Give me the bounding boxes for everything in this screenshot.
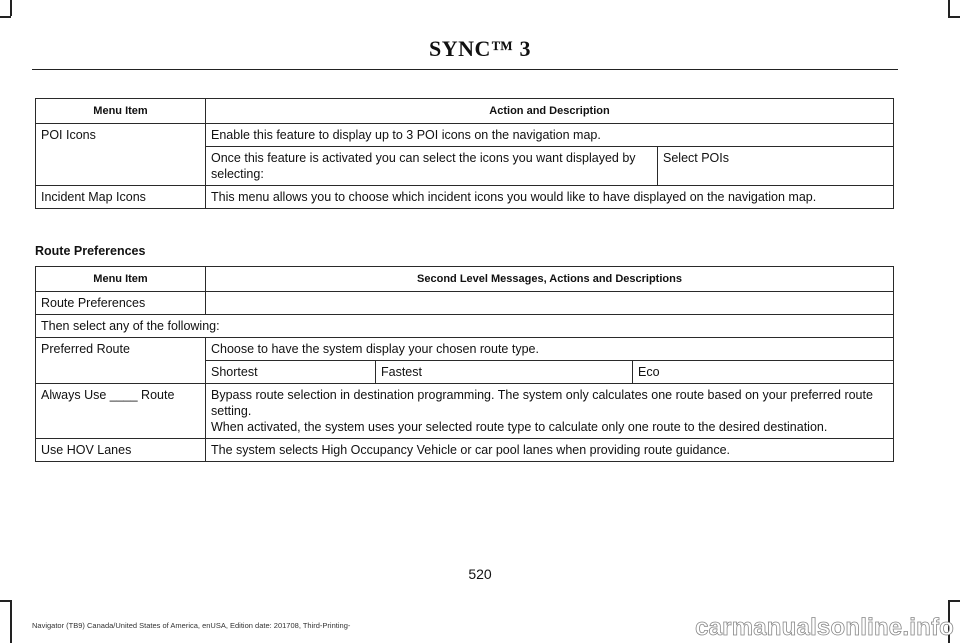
- menu-table-route-preferences: [35, 266, 894, 462]
- description-poi-icons: Enable this feature to display up to 3 POI icons on the navigation map.: [206, 124, 894, 147]
- crop-mark-bottom-left-vertical: [10, 600, 12, 643]
- menu-item-poi-icons: POI Icons: [36, 124, 206, 186]
- column-header-menu-item: Menu Item: [36, 99, 206, 124]
- menu-table-navigation: [35, 98, 894, 209]
- menu-item-use-hov-lanes: Use HOV Lanes: [36, 439, 206, 462]
- watermark: carmanualsonline.info: [695, 614, 954, 641]
- menu-item-always-use-route: Always Use ____ Route: [36, 384, 206, 439]
- table-row: [36, 315, 894, 338]
- description-preferred-route: Choose to have the system display your chosen route type.: [206, 338, 894, 361]
- description-always-use-route-part-2: When activated, the system uses your selected route type to calculate only one route to the desired destination.: [211, 420, 828, 434]
- table-row: [36, 292, 894, 315]
- page-title: SYNC™ 3: [429, 36, 531, 61]
- section-heading-route-preferences: Route Preferences: [35, 244, 146, 258]
- table-row: [36, 439, 894, 462]
- table-row: [36, 338, 894, 361]
- option-shortest: Shortest: [206, 361, 376, 384]
- crop-mark-top-right-horizontal: [948, 16, 960, 18]
- crop-mark-top-right-vertical: [948, 0, 950, 16]
- sub-action-select-pois: Select POIs: [658, 147, 894, 186]
- menu-item-incident-map-icons: Incident Map Icons: [36, 186, 206, 209]
- edition-note: Navigator (TB9) Canada/United States of America, enUSA, Edition date: 201708, Third-Printing-: [32, 621, 351, 630]
- description-always-use-route: [206, 384, 894, 439]
- description-always-use-route-part-1: Bypass route selection in destination programming. The system only calculates one route based on your preferred route setting.: [211, 388, 873, 418]
- empty-cell: [206, 292, 894, 315]
- description-use-hov-lanes: The system selects High Occupancy Vehicle or car pool lanes when providing route guidance.: [206, 439, 894, 462]
- column-header-action-description: Action and Description: [206, 99, 894, 124]
- option-eco: Eco: [633, 361, 894, 384]
- crop-mark-top-left-vertical: [10, 0, 12, 16]
- crop-mark-bottom-left-horizontal: [0, 600, 11, 602]
- sub-description-poi-icons: Once this feature is activated you can select the icons you want displayed by selecting:: [206, 147, 658, 186]
- menu-item-preferred-route: Preferred Route: [36, 338, 206, 384]
- column-header-menu-item: Menu Item: [36, 267, 206, 292]
- table-header-row: [36, 99, 894, 124]
- table-header-row: [36, 267, 894, 292]
- instruction-row: Then select any of the following:: [36, 315, 894, 338]
- description-incident-map-icons: This menu allows you to choose which incident icons you would like to have displayed on the navigation map.: [206, 186, 894, 209]
- table-row: [36, 186, 894, 209]
- column-header-second-level: Second Level Messages, Actions and Descriptions: [206, 267, 894, 292]
- crop-mark-bottom-right-horizontal: [948, 600, 960, 602]
- page-number: 520: [468, 566, 492, 582]
- table-row: [36, 124, 894, 147]
- crop-mark-top-left-horizontal: [0, 16, 11, 18]
- header-divider: [32, 69, 898, 70]
- table-row: [36, 384, 894, 439]
- option-fastest: Fastest: [376, 361, 633, 384]
- menu-item-route-preferences: Route Preferences: [36, 292, 206, 315]
